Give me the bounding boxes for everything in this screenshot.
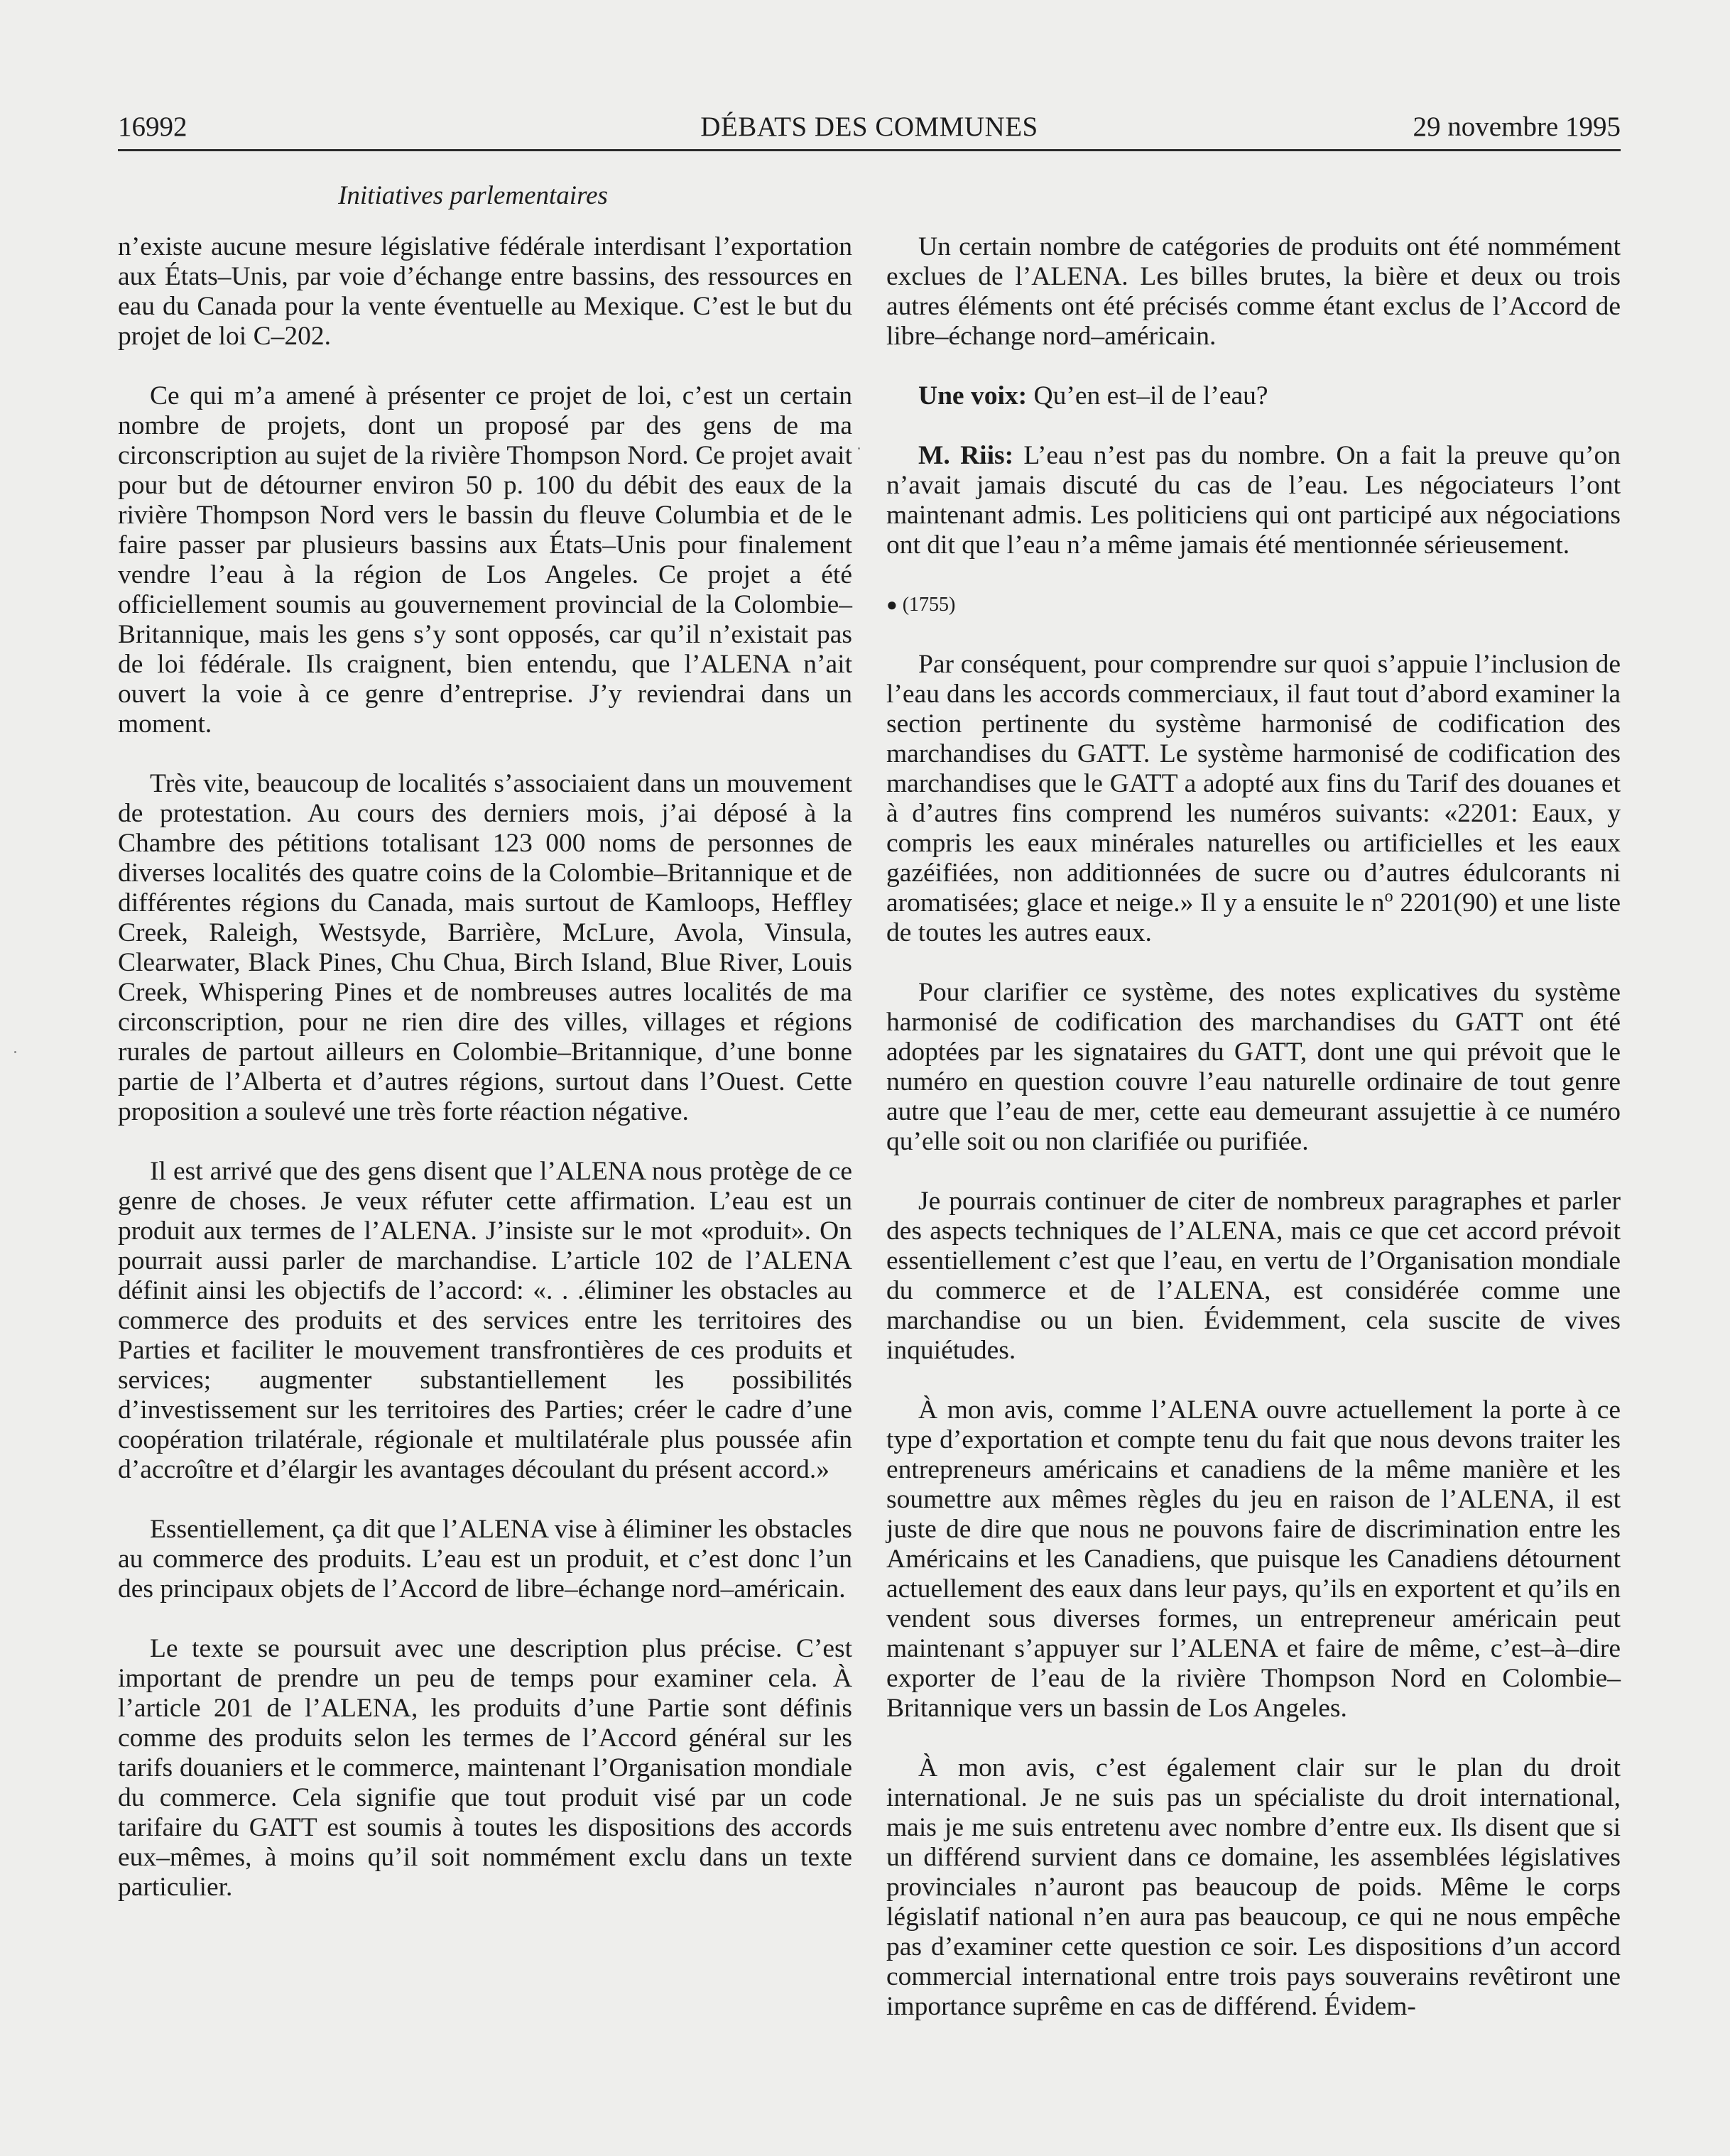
paragraph: Essentiellement, ça dit que l’ALENA vise à éliminer les obstacles au commerce des produits. L’eau est un produit, et c’est donc l’un des principaux objets de l’Accord de libre–échange nord–américain.	[118, 1515, 852, 1604]
paragraph: Il est arrivé que des gens disent que l’ALENA nous protège de ce genre de choses. Je veux réfuter cette affirmation. L’eau est un produit aux termes de l’ALENA. J’insiste sur le mot «produit». On pourrait aussi parler de marchandise. L’article 102 de l’ALENA définit ainsi les objectifs de l’accord: «. . .éliminer les obstacles au commerce des produits et des services entre les territoires des Parties et faciliter le mouvement transfrontières de ces produits et services; augmenter substantiellement les possibilités d’investissement sur les territoires des Parties; créer le cadre d’une coopération trilatérale, régionale et multilatérale plus poussée afin d’accroître et d’élargir les avantages découlant du présent accord.»	[118, 1157, 852, 1484]
left-column	[118, 232, 852, 1932]
publication-title: DÉBATS DES COMMUNES	[700, 111, 1038, 142]
section-title: Initiatives parlementaires	[338, 181, 608, 210]
timestamp-marker	[886, 590, 1621, 620]
paragraph: Pour clarifier ce système, des notes explicatives du système harmonisé de codification des marchandises du GATT ont été adoptées par les signataires du GATT, dont une qui prévoit que le numéro en question couvre l’eau naturelle ordinaire de tout genre autre que l’eau de mer, cette eau demeurant assujettie à ce numéro qu’elle soit ou non clarifiée ou purifiée.	[886, 978, 1621, 1156]
paragraph: Le texte se poursuit avec une description plus précise. C’est important de prendre un peu de temps pour examiner cela. À l’article 201 de l’ALENA, les produits d’une Partie sont définis comme des produits selon les termes de l’Accord général sur les tarifs douaniers et le commerce, maintenant l’Organisation mondiale du commerce. Cela signifie que tout produit visé par un code tarifaire du GATT est soumis à toutes les dispositions des accords eux–mêmes, à moins qu’il soit nommément exclu dans un texte particulier.	[118, 1634, 852, 1902]
speech-voice	[886, 381, 1621, 411]
speech-riis	[886, 441, 1621, 560]
page-number: 16992	[118, 111, 187, 142]
paragraph: n’existe aucune mesure législative fédérale interdisant l’exportation aux États–Unis, par voie d’échange entre bassins, des ressources en eau du Canada pour la vente éventuelle au Mexique. C’est le but du projet de loi C–202.	[118, 232, 852, 351]
speech-text: L’eau n’est pas du nombre. On a fait la preuve qu’on n’avait jamais discuté du cas de l’eau. Les négociateurs l’ont maintenant admis. Les politiciens qui ont participé aux négociations ont dit que l’eau n’a même jamais été mentionnée sérieusement.	[886, 441, 1621, 560]
paragraph-text: 2201(90) et une liste de toutes les autres eaux.	[886, 888, 1621, 947]
speaker-name: Une voix:	[918, 381, 1028, 410]
header-rule	[118, 149, 1621, 151]
scan-speck	[14, 1051, 16, 1053]
speech-text: Qu’en est–il de l’eau?	[1027, 381, 1268, 410]
speaker-name: M. Riis:	[918, 441, 1014, 470]
page-header	[118, 107, 1621, 148]
paragraph	[886, 650, 1621, 948]
paragraph: Ce qui m’a amené à présenter ce projet de loi, c’est un certain nombre de projets, dont un proposé par des gens de ma circonscription au sujet de la rivière Thompson Nord. Ce projet avait pour but de détourner environ 50 p. 100 du débit des eaux de la rivière Thompson Nord vers le bassin du fleuve Columbia et de le faire passer par plusieurs bassins aux États–Unis pour finalement vendre l’eau à la région de Los Angeles. Ce projet a été officiellement soumis au gouvernement provincial de la Colombie–Britannique, mais les gens s’y sont opposés, car qu’il n’existait pas de loi fédérale. Ils craignent, bien entendu, que l’ALENA n’ait ouvert la voie à ce genre d’entreprise. J’y reviendrai dans un moment.	[118, 381, 852, 739]
paragraph: Très vite, beaucoup de localités s’associaient dans un mouvement de protestation. Au cours des derniers mois, j’ai déposé à la Chambre des pétitions totalisant 123 000 noms de personnes de diverses localités des quatre coins de la Colombie–Britannique et de différentes régions du Canada, mais surtout de Kamloops, Heffley Creek, Raleigh, Westsyde, Barrière, McLure, Avola, Vinsula, Clearwater, Black Pines, Chu Chua, Birch Island, Blue River, Louis Creek, Whispering Pines et de nombreuses autres localités de ma circonscription, pour ne rien dire des villes, villages et régions rurales de partout ailleurs en Colombie–Britannique, d’une bonne partie de l’Alberta et d’autres régions, surtout dans l’Ouest. Cette proposition a soulevé une très forte réaction négative.	[118, 769, 852, 1126]
paragraph: À mon avis, comme l’ALENA ouvre actuellement la porte à ce type d’exportation et compte tenu du fait que nous devons traiter les entrepreneurs américains et canadiens de la même manière et les soumettre aux mêmes règles du jeu en raison de l’ALENA, il est juste de dire que nous ne pouvons faire de discrimination entre les Américains et les Canadiens, que puisque les Canadiens détournent actuellement des eaux dans leur pays, qu’ils en exportent et qu’ils en vendent sous diverses formes, un entrepreneur américain peut maintenant s’appuyer sur l’ALENA et faire de même, c’est–à–dire exporter de l’eau de la rivière Thompson Nord en Colombie–Britannique vers un bassin de Los Angeles.	[886, 1395, 1621, 1723]
right-column	[886, 232, 1621, 2052]
paragraph-text: Par conséquent, pour comprendre sur quoi s’appuie l’inclusion de l’eau dans les accords commerciaux, il faut tout d’abord examiner la section pertinente du système harmonisé de codification des marchandises du GATT. Le système harmonisé de codification des marchandises que le GATT a adopté aux fins du Tarif des douanes et à d’autres fins comprend les numéros suivants: «2201: Eaux, y compris les eaux minérales naturelles ou artificielles et les eaux gazéifiées, non additionnées de sucre ou d’autres édulcorants ni aromatisées; glace et neige.» Il y a ensuite le n	[886, 650, 1621, 918]
scan-speck	[858, 447, 860, 450]
superscript-o: o	[1384, 887, 1393, 906]
bullet-icon: ●	[886, 594, 898, 615]
timestamp: (1755)	[902, 594, 956, 616]
page-date: 29 novembre 1995	[1413, 111, 1621, 142]
paragraph: Un certain nombre de catégories de produits ont été nommément exclues de l’ALENA. Les billes brutes, la bière et deux ou trois autres éléments ont été précisés comme étant exclus de l’Accord de libre–échange nord–américain.	[886, 232, 1621, 351]
paragraph: Je pourrais continuer de citer de nombreux paragraphes et parler des aspects techniques de l’ALENA, mais ce que cet accord prévoit essentiellement c’est que l’eau, en vertu de l’Organisation mondiale du commerce et de l’ALENA, est considérée comme une marchandise ou un bien. Évidemment, cela suscite de vives inquiétudes.	[886, 1187, 1621, 1365]
paragraph: À mon avis, c’est également clair sur le plan du droit international. Je ne suis pas un spécialiste du droit international, mais je me suis entretenu avec nombre d’entre eux. Ils disent que si un différend survient dans ce domaine, les assemblées législatives provinciales n’auront pas beaucoup de poids. Même le corps législatif national n’en aura pas beaucoup, ce qui ne nous empêche pas d’examiner cette question ce soir. Les dispositions d’un accord commercial international entre trois pays souverains revêtiront une importance suprême en cas de différend. Évidem-	[886, 1753, 1621, 2021]
